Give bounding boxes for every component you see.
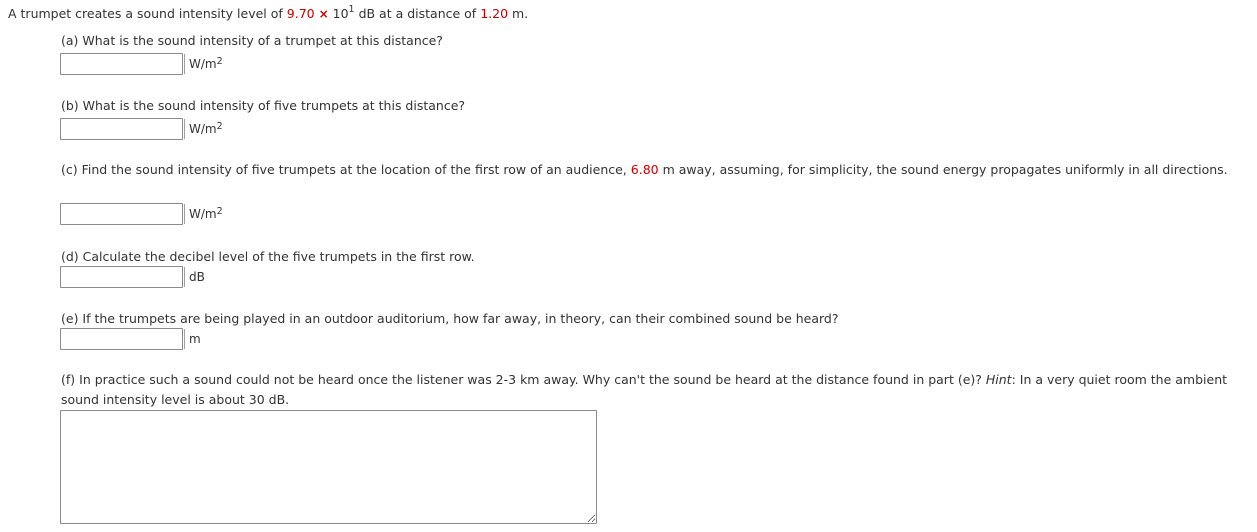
unit-label-e: m — [184, 329, 201, 349]
times-symbol: × — [318, 7, 329, 21]
answer-row-b — [60, 118, 223, 140]
intro-mid: dB at a distance of — [354, 6, 481, 21]
question-f-end: : In a very quiet room the ambient sound intensity level is about 30 dB. — [61, 372, 1228, 407]
question-a: (a) What is the sound intensity of a trumpet at this distance? — [61, 33, 443, 48]
unit-base-a: W/m — [189, 57, 217, 71]
intro-suffix: m. — [508, 6, 529, 21]
question-c-end: m away, assuming, for simplicity, the sound energy propagates uniformly in all directions. — [658, 162, 1228, 177]
given-distance: 1.20 — [480, 6, 509, 21]
answer-textarea-f[interactable] — [60, 410, 597, 524]
intensity-base: 10 — [332, 6, 349, 21]
answer-input-d[interactable] — [60, 266, 183, 288]
question-c-start: (c) Find the sound intensity of five trumpets at the location of the first row of an audience, — [61, 162, 631, 177]
hint-label: Hint — [985, 372, 1012, 387]
unit-label-d: dB — [184, 267, 205, 287]
intensity-mantissa: 9.70 — [286, 6, 315, 21]
answer-row-e — [60, 328, 201, 350]
answer-row-c — [60, 203, 223, 225]
question-f-start: (f) In practice such a sound could not be heard once the listener was 2-3 km away. Why can't the sound be heard at the distance found in part (e)? — [61, 372, 986, 387]
intensity-exponent: 1 — [348, 3, 355, 15]
intro-prefix: A trumpet creates a sound intensity level of — [8, 6, 287, 21]
question-b: (b) What is the sound intensity of five trumpets at this distance? — [61, 98, 466, 113]
answer-input-e[interactable] — [60, 328, 183, 350]
unit-base-c: W/m — [189, 207, 217, 221]
unit-label-a: W/m $^2$ — [184, 54, 223, 74]
unit-label-c: W/m $^2$ — [184, 204, 223, 224]
answer-input-b[interactable] — [60, 118, 183, 140]
answer-input-a[interactable] — [60, 53, 183, 75]
answer-row-a — [60, 53, 223, 75]
question-d: (d) Calculate the decibel level of the five trumpets in the first row. — [61, 249, 475, 264]
question-f — [61, 370, 1236, 410]
problem-statement — [8, 3, 529, 21]
unit-label-b: W/m $^2$ — [184, 119, 223, 139]
unit-base-b: W/m — [189, 122, 217, 136]
question-e: (e) If the trumpets are being played in an outdoor auditorium, how far away, in theory, can their combined sound be heard? — [61, 311, 839, 326]
question-c — [61, 160, 1236, 180]
given-audience-distance: 6.80 — [630, 162, 659, 177]
answer-input-c[interactable] — [60, 203, 183, 225]
answer-row-d — [60, 266, 205, 288]
given-intensity-level — [286, 3, 355, 21]
